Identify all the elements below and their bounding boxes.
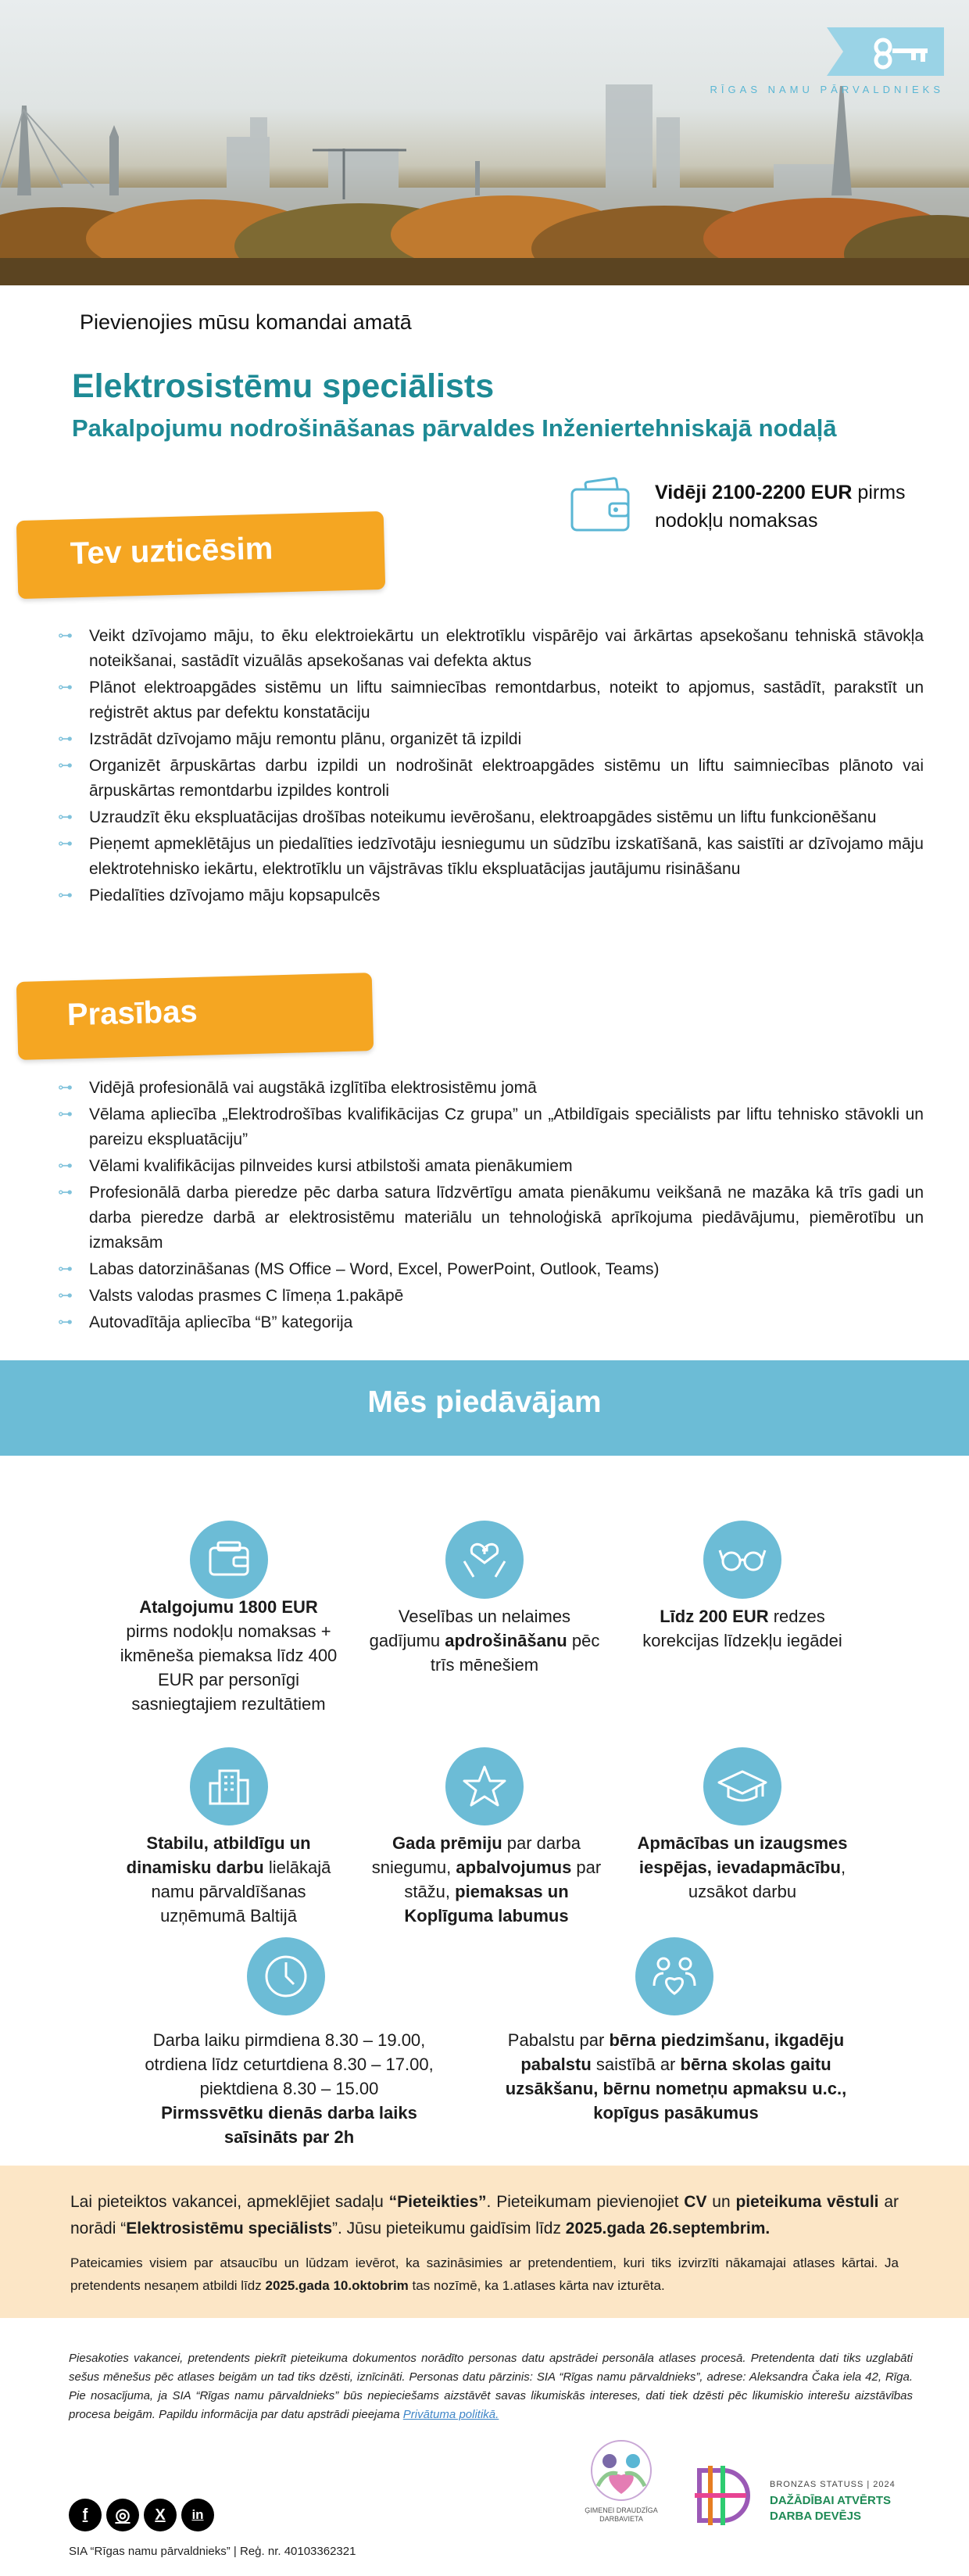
requirements-section-tab	[16, 973, 374, 1060]
key-bullet-icon: ⊶	[58, 1288, 73, 1304]
offer-heading: Mēs piedāvājam	[367, 1385, 602, 1419]
clock-icon	[247, 1937, 325, 2015]
list-item: ⊶ Veikt dzīvojamo māju, to ēku elektroiekārtu un elektrotīklu vispārējo vai ārkārtas apsekošanu tehniskā stāvokļa noteikšanai, sastādīt vizuālās apsekošanas vai defekta aktus	[56, 624, 924, 674]
x-icon[interactable]: X	[144, 2499, 177, 2531]
salary-note: pirms nodokļu nomaksas	[655, 482, 906, 532]
key-bullet-icon: ⊶	[58, 731, 73, 747]
benefit-salary: Atalgojumu 1800 EUR pirms nodokļu nomaksas + ikmēneša piemaksa līdz 400 EUR par personīgi sasniegtajiem rezultātiem	[120, 1597, 338, 1714]
health-insurance-icon	[445, 1521, 524, 1599]
benefit-working-hours: Darba laiku pirmdiena 8.30 – 19.00, otrdiena līdz ceturtdiena 8.30 – 17.00, piektdiena 8.30 – 15.00 Pirmssvētku dienās darba laiks saīsināts par 2h	[145, 2030, 434, 2147]
key-bullet-icon: ⊶	[58, 1158, 73, 1174]
glasses-icon	[703, 1521, 781, 1599]
key-bullet-icon: ⊶	[58, 628, 73, 644]
star-icon	[445, 1747, 524, 1825]
list-item: ⊶ Piedalīties dzīvojamo māju kopsapulcēs	[56, 883, 924, 908]
company-logo[interactable]	[710, 27, 944, 99]
benefit-training: Apmācības un izaugsmes iespējas, ievadapmācību, uzsākot darbu	[637, 1833, 848, 1901]
requirements-list	[56, 1076, 924, 1337]
duties-list	[56, 624, 924, 910]
key-bullet-icon: ⊶	[58, 679, 73, 696]
offer-banner	[0, 1360, 969, 1456]
graduation-cap-icon	[703, 1747, 781, 1825]
department-subtitle: Pakalpojumu nodrošināšanas pārvaldes Inženiertehniskajā nodaļā	[72, 414, 837, 442]
list-item: ⊶ Autovadītāja apliecība “B” kategorija	[56, 1310, 924, 1335]
list-item: ⊶ Vēlami kvalifikācijas pilnveides kursi atbilstoši amata pienākumiem	[56, 1154, 924, 1179]
salary-info	[655, 478, 936, 535]
benefit-glasses: Līdz 200 EUR redzes korekcijas līdzekļu iegādei	[642, 1607, 842, 1650]
key-bullet-icon: ⊶	[58, 809, 73, 826]
key-bullet-icon: ⊶	[58, 758, 73, 774]
family-friendly-badge-text: ĢIMENEI DRAUDZĪGA DARBAVIETA	[585, 2506, 658, 2523]
list-item: ⊶ Labas datorzināšanas (MS Office – Word, Excel, PowerPoint, Outlook, Teams)	[56, 1257, 924, 1282]
duties-section-tab	[16, 511, 385, 599]
benefit-family: Pabalstu par bērna piedzimšanu, ikgadēju pabalstu saistībā ar bērna skolas gaitu uzsākšanu, bērnu nometņu apmaksu u.c., kopīgus pasākumus	[505, 2030, 847, 2123]
requirements-heading: Prasības	[66, 994, 198, 1033]
wallet-icon	[190, 1521, 268, 1599]
linkedin-icon[interactable]: in	[181, 2499, 214, 2531]
wallet-icon	[569, 477, 631, 539]
company-registration: SIA “Rīgas namu pārvaldnieks” | Reģ. nr. 40103362321	[69, 2545, 356, 2558]
privacy-disclaimer: Piesakoties vakancei, pretendents piekrīt pieteikuma dokumentos norādīto personas datu apstrādei personāla atlases procesā. Pretendenta dati tiks uzglabāti sešus mēnešus pēc atlases beigām un tad tiks dzēsti, iznīcināti. Personas datu pārzinis: SIA “Rīgas namu pārvaldnieks”, adrese: Aleksandra Čaka iela 42, Rīga. Pie nosacījuma, ja SIA “Rīgas namu pārvaldnieks” būs nepieciešams aizstāvēt savas likumiskās intereses, dati tiek dzēsti pēc likumiskio interešu aizstāvības procesa beigām. Papildu informācija par datu apstrādi pieejama Privātuma politikā.	[69, 2352, 913, 2421]
family-friendly-badge	[574, 2438, 668, 2531]
privacy-policy-link[interactable]: Privātuma politikā.	[402, 2408, 499, 2421]
building-icon	[190, 1747, 268, 1825]
list-item: ⊶ Uzraudzīt ēku ekspluatācijas drošības noteikumu ievērošanu, elektroapgādes sistēmu un liftu funkcionēšanu	[56, 805, 924, 830]
key-bullet-icon: ⊶	[58, 1314, 73, 1331]
intro-text: Pievienojies mūsu komandai amatā	[80, 310, 412, 334]
key-bullet-icon: ⊶	[58, 1106, 73, 1123]
instagram-icon[interactable]: ◎	[106, 2499, 139, 2531]
diversity-logo-icon	[692, 2463, 757, 2528]
list-item: ⊶ Pieņemt apmeklētājus un piedalīties iedzīvotāju iesniegumu un sūdzību izskatīšanā, kas saistīti ar dzīvojamo māju elektrotehnisko iekārtu, elektrotīklu un vājstrāvas tīklu ekspluatācijas jautājumu risināšanu	[56, 832, 924, 882]
logo-text: RĪGAS NAMU PĀRVALDNIEKS	[710, 84, 944, 95]
key-bullet-icon: ⊶	[58, 1184, 73, 1201]
apply-instructions: Lai pieteiktos vakancei, apmeklējiet sadaļu “Pieteikties”. Pieteikumam pievienojiet CV un pieteikuma vēstuli ar norādi “Elektrosistēmu speciālists”. Jūsu pieteikumu gaidīsim līdz 2025.gada 26.septembrim.	[70, 2193, 899, 2237]
key-bullet-icon: ⊶	[58, 887, 73, 904]
hero-cityscape-image	[0, 0, 969, 285]
job-title: Elektrosistēmu speciālists	[72, 367, 495, 405]
list-item: ⊶ Profesionālā darba pieredze pēc darba satura līdzvērtīgu amata pienākumu veikšanā ne mazāka kā trīs gadi un darba pieredze darbā ar elektrosistēmu materiālu un tehnoloģiskā aprīkojuma piedāvājumu, piemērotību un izmaksām	[56, 1181, 924, 1256]
apply-section	[0, 2166, 969, 2318]
apply-notice: Pateicamies visiem par atsaucību un lūdzam ievērot, ka sazināsimies ar pretendentiem, kuri tiks izvirzīti nākamajai atlases kārtai. Ja pretendents nesaņem atbildi līdz 2025.gada 10.oktobrim tas nozīmē, ka 1.atlases kārta nav izturēta.	[70, 2255, 899, 2293]
benefit-bonus: Gada prēmiju par darba sniegumu, apbalvojumus par stāžu, piemaksas un Koplīguma labumus	[371, 1833, 602, 1926]
facebook-icon[interactable]: f	[69, 2499, 102, 2531]
apply-link-label[interactable]: “Pieteikties”	[388, 2193, 487, 2211]
list-item: ⊶ Plānot elektroapgādes sistēmu un liftu saimniecības remontdarbus, noteikt to apjomus, sastādīt, parakstīt un reģistrēt aktus par defektu konstatāciju	[56, 675, 924, 726]
salary-amount: Vidēji 2100-2200 EUR	[655, 482, 853, 503]
list-item: ⊶ Izstrādāt dzīvojamo māju remontu plānu, organizēt tā izpildi	[56, 727, 924, 752]
key-bullet-icon: ⊶	[58, 836, 73, 852]
list-item: ⊶ Valsts valodas prasmes C līmeņa 1.pakāpē	[56, 1284, 924, 1309]
key-bullet-icon: ⊶	[58, 1080, 73, 1096]
list-item: ⊶ Vidējā profesionālā vai augstākā izglītība elektrosistēmu jomā	[56, 1076, 924, 1101]
family-heart-icon	[635, 1937, 713, 2015]
benefit-health-insurance: Veselības un nelaimes gadījumu apdrošināšanu pēc trīs mēnešiem	[369, 1607, 600, 1675]
list-item: ⊶ Vēlama apliecība „Elektrodrošības kvalifikācijas Cz grupa” un „Atbildīgais speciālists par liftu tehnisko stāvokli un pareizu ekspluatāciju”	[56, 1102, 924, 1152]
duties-heading: Tev uzticēsim	[70, 531, 274, 571]
key-logo-icon	[827, 27, 944, 76]
key-bullet-icon: ⊶	[58, 1261, 73, 1277]
benefit-stable-work: Stabilu, atbildīgu un dinamisku darbu lielākajā namu pārvaldīšanas uzņēmumā Baltijā	[126, 1833, 331, 1926]
list-item: ⊶ Organizēt ārpuskārtas darbu izpildi un nodrošināt elektroapgādes sistēmu un liftu saimniecības plānoto vai ārpuskārtas remontdarbu izpildes kontroli	[56, 754, 924, 804]
